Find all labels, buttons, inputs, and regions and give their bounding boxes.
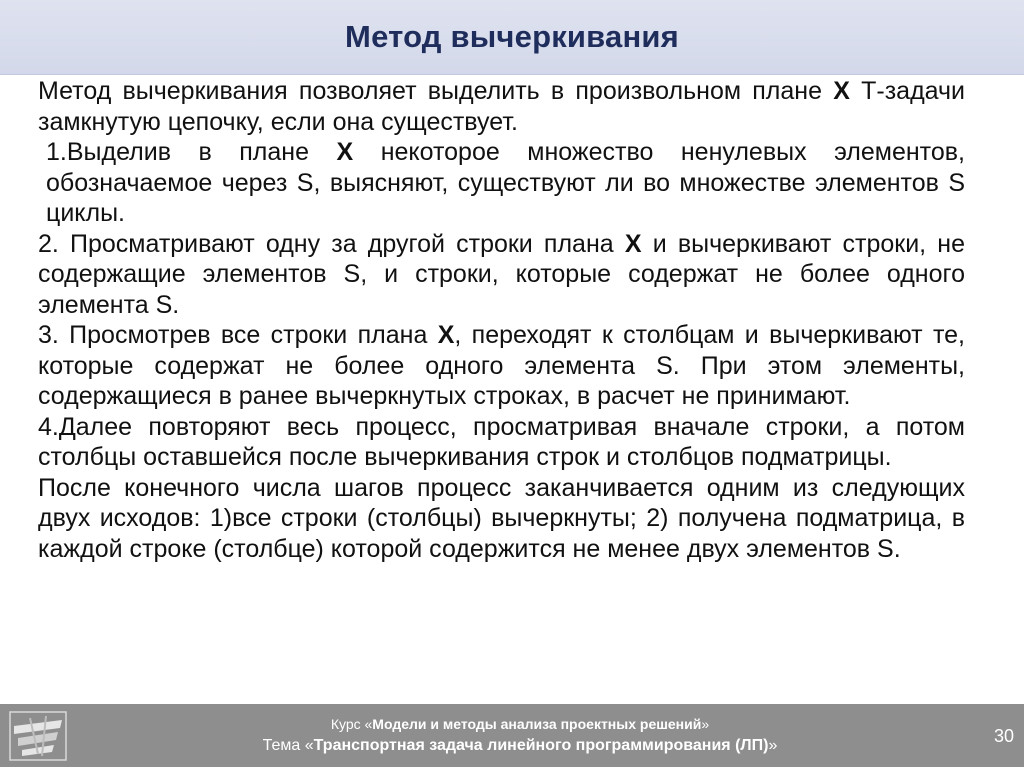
step-2-paragraph [38, 229, 965, 321]
step-4-paragraph: 4.Далее повторяют весь процесс, просматривая вначале строки, а потом столбцы оставшейся после вычеркивания строк и столбцов подматрицы. [38, 412, 965, 471]
slide-header [0, 0, 1024, 75]
step-3-text-end: , переходят к столбцам и вычеркивают те, которые содержат не более одного элемента S. При этом элементы, содержащиеся в ранее вычеркнутых строках, в расчет не принимают. [38, 321, 965, 410]
plan-symbol: X [833, 77, 850, 105]
topic-prefix: Тема « [262, 737, 314, 754]
step-1-text-start: 1.Выделив в плане [46, 138, 337, 166]
step-3-text-start: 3. Просмотрев все строки плана [38, 321, 438, 349]
university-emblem-icon [8, 710, 68, 762]
intro-text-end: Т-задачи замкнутую цепочку, если она существует. [38, 77, 965, 136]
plan-symbol: X [624, 229, 642, 258]
plan-symbol: X [336, 138, 354, 166]
step-1-text-end: некоторое множество ненулевых элементов, обозначаемое через S, выясняют, существуют ли во множестве элементов S циклы. [46, 138, 965, 227]
step-3-paragraph [38, 320, 965, 412]
course-name: Модели и методы анализа проектных решений [372, 716, 702, 732]
slide-body [38, 76, 965, 564]
plan-symbol: X [437, 321, 455, 349]
step-2-text-start: 2. Просматривают одну за другой строки плана [38, 229, 625, 258]
topic-name: Транспортная задача линейного программирования (ЛП) [313, 737, 769, 754]
course-prefix: Курс « [330, 716, 373, 732]
topic-suffix: » [768, 737, 778, 754]
footer-topic [200, 737, 840, 755]
footer-course [200, 716, 840, 732]
conclusion-paragraph: После конечного числа шагов процесс заканчивается одним из следующих двух исходов: 1)все строки (столбцы) вычеркнуты; 2) получена подматрица, в каждой строке (столбце) которой содержится не менее двух элементов S. [38, 473, 965, 563]
course-suffix: » [701, 716, 710, 732]
intro-paragraph [38, 76, 965, 137]
intro-text-start: Метод вычеркивания позволяет выделить в произвольном плане [38, 77, 834, 105]
step-2-text-end: и вычеркивают строки, не содержащие элементов S, и строки, которые содержат не более одного элемента S. [38, 229, 965, 319]
slide-footer [0, 704, 1024, 767]
slide-title: Метод вычеркивания [345, 19, 679, 54]
step-1-paragraph [38, 137, 965, 229]
page-number: 30 [993, 726, 1014, 746]
